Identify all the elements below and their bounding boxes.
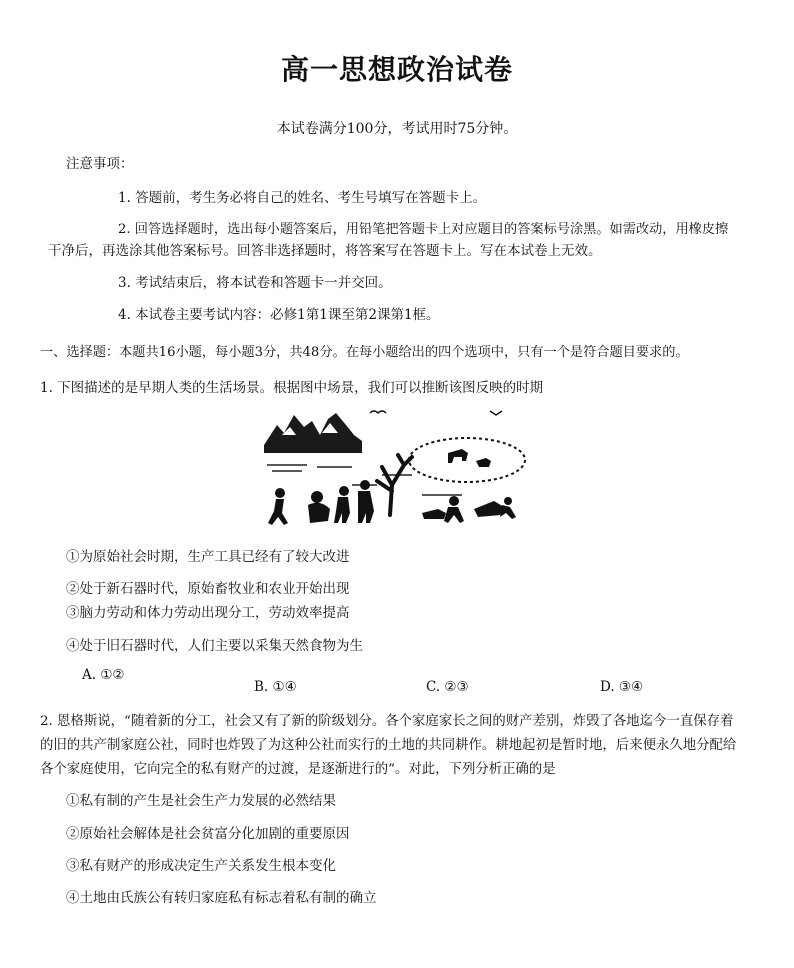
q1-option-a: A. ①② xyxy=(82,667,125,683)
q1-option-c: C. ②③ xyxy=(426,679,469,695)
q2-stem-line-2: 的旧的共产制家庭公社，同时也炸毁了为这种公社而实行的土地的共同耕作。耕地起初是暂时地，后来便永久地分配给 xyxy=(40,738,737,753)
exam-info: 本试卷满分100分，考试用时75分钟。 xyxy=(276,121,518,137)
q2-statement-3: ③私有财产的形成决定生产关系发生根本变化 xyxy=(66,858,336,874)
notice-item-4: 4. 本试卷主要考试内容：必修1第1课至第2课第1框。 xyxy=(118,307,440,323)
q1-option-d: D. ③④ xyxy=(600,679,644,695)
notice-item-3: 3. 考试结束后，将本试卷和答题卡一并交回。 xyxy=(118,275,392,291)
q2-statement-1: ①私有制的产生是社会生产力发展的必然结果 xyxy=(66,793,336,809)
q1-option-b: B. ①④ xyxy=(254,679,297,695)
q1-statement-3: ③脑力劳动和体力劳动出现分工，劳动效率提高 xyxy=(66,605,350,621)
q2-stem-line-3: 各个家庭使用，它向完全的私有财产的过渡，是逐渐进行的”。对此，下列分析正确的是 xyxy=(40,762,556,777)
q2-statement-2: ②原始社会解体是社会贫富分化加剧的重要原因 xyxy=(66,826,350,842)
q1-statement-2: ②处于新石器时代，原始畜牧业和农业开始出现 xyxy=(66,581,350,597)
notice-item-2: 2. 回答选择题时，选出每小题答案后，用铅笔把答题卡上对应题目的答案标号涂黑。如需改动，用橡皮擦 xyxy=(118,222,729,237)
q1-statement-4: ④处于旧石器时代，人们主要以采集天然食物为生 xyxy=(66,638,363,654)
notice-item-1: 1. 答题前，考生务必将自己的姓名、考生号填写在答题卡上。 xyxy=(118,190,487,206)
notice-item-2-cont: 干净后，再选涂其他答案标号。回答非选择题时，将答案写在答题卡上。写在本试卷上无效。 xyxy=(48,243,602,259)
prehistoric-scene-illustration xyxy=(262,405,532,530)
page-title: 高一思想政治试卷 xyxy=(280,53,513,86)
notice-heading: 注意事项： xyxy=(66,156,134,172)
section-heading: 一、选择题：本题共16小题，每小题3分，共48分。在每小题给出的四个选项中，只有一个是符合题目要求的。 xyxy=(40,345,689,360)
q2-statement-4: ④土地由氏族公有转归家庭私有标志着私有制的确立 xyxy=(66,890,377,906)
q1-stem: 1. 下图描述的是早期人类的生活场景。根据图中场景，我们可以推断该图反映的时期 xyxy=(40,380,544,396)
q2-stem-line-1: 2. 恩格斯说，“随着新的分工，社会又有了新的阶级划分。各个家庭家长之间的财产差别，炸毁了各地迄今一直保存着 xyxy=(40,714,734,729)
q1-statement-1: ①为原始社会时期，生产工具已经有了较大改进 xyxy=(66,549,350,565)
